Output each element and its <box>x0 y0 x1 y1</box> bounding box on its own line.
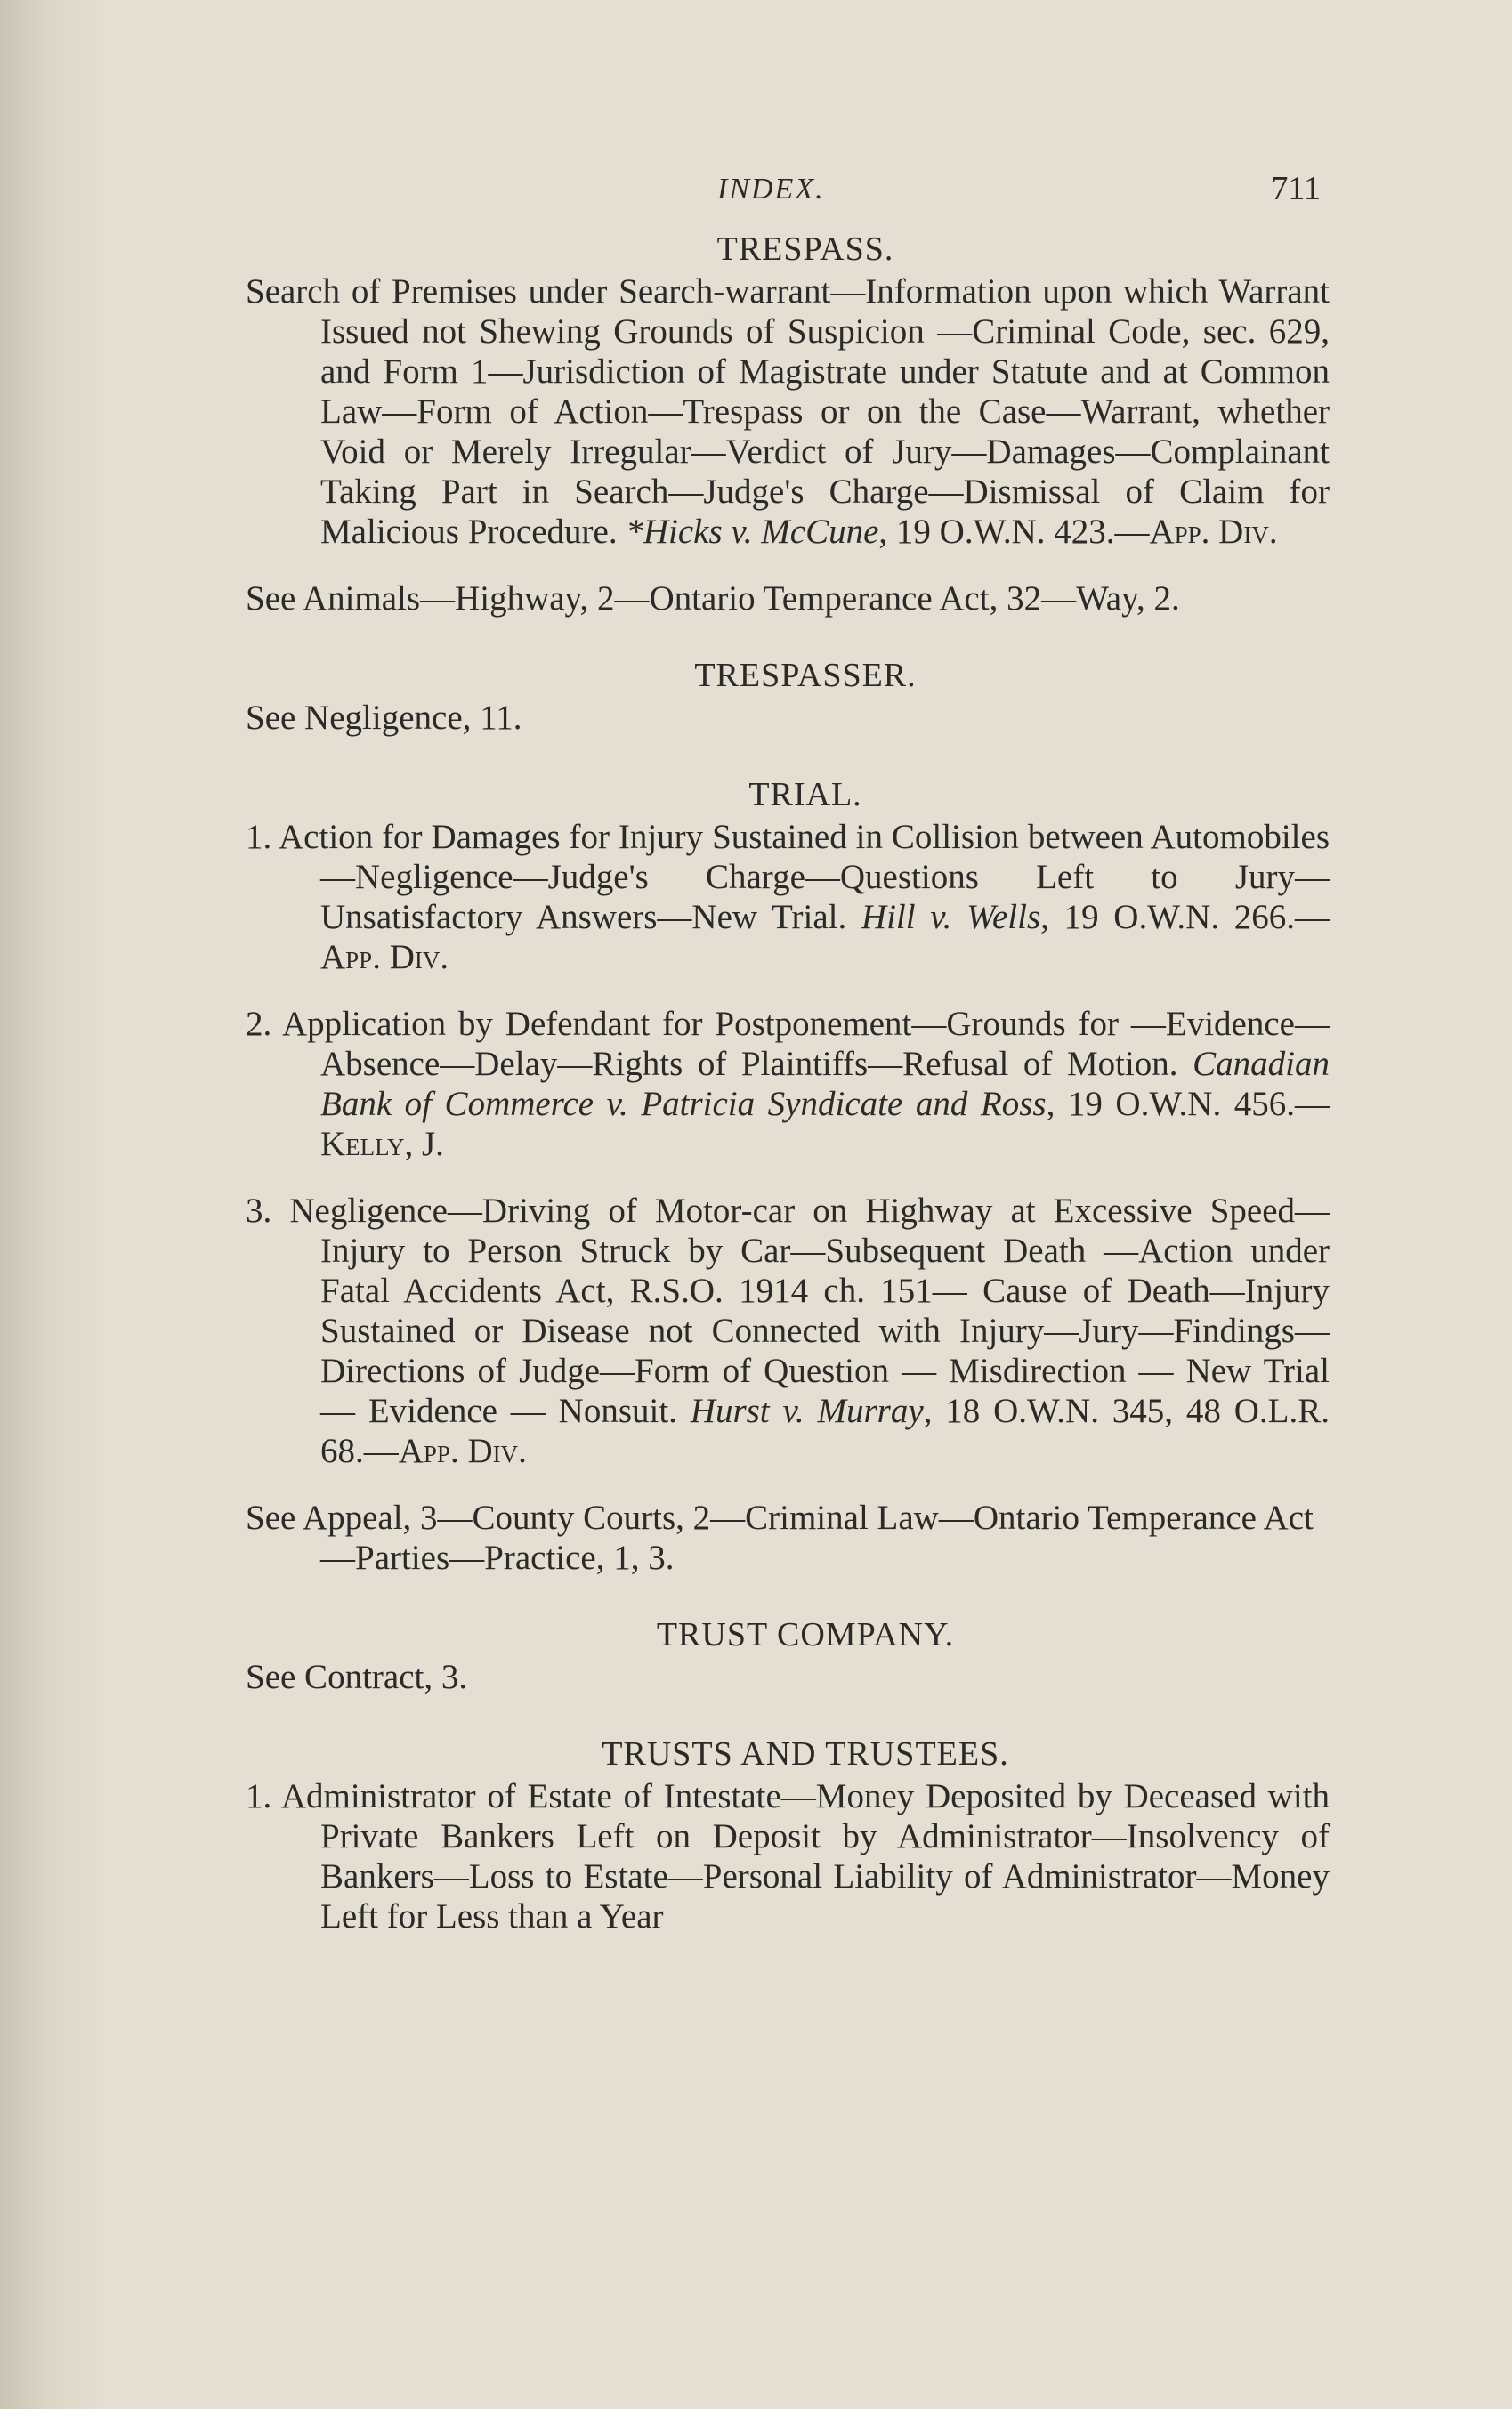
section-heading-trial: TRIAL. <box>748 776 862 813</box>
court: App. Div. <box>1149 513 1278 551</box>
index-entry <box>246 1191 1330 1471</box>
entry-number: 1. <box>246 1777 272 1815</box>
running-head <box>246 160 1330 214</box>
entry-number: 2. <box>246 1005 272 1043</box>
entry-number: 3. <box>246 1192 272 1230</box>
running-title: INDEX. <box>717 173 825 206</box>
section-heading-trusts-and-trustees: TRUSTS AND TRUSTEES. <box>602 1735 1009 1773</box>
index-entry <box>246 1776 1330 1936</box>
entry-text: Application by Defendant for Postponement—Grounds for —Evidence—Absence—Delay—Rights of Plaintiffs—Refusal of Motion. <box>281 1005 1330 1083</box>
case-name: Hurst v. Murray <box>690 1392 924 1430</box>
citation: , 19 O.W.N. 423.— <box>878 513 1150 551</box>
page-edge-shadow <box>0 0 107 2409</box>
page-number: 711 <box>1271 170 1321 207</box>
see-also: See Animals—Highway, 2—Ontario Temperance Act, 32—Way, 2. <box>246 579 1180 618</box>
entry-text: Negligence—Driving of Motor-car on Highway at Excessive Speed—Injury to Person Struck by Car—Subsequent Death —Action under Fatal Accidents Act, R.S.O. 1914 ch. 151— Cause of Death—Injury Sustained or Disease not Connected with Injury—Jury—Findings—Directions of Judge—Form of Question — Misdirection — New Trial — Evidence — Nonsuit. <box>289 1192 1330 1430</box>
section-heading-trust-company: TRUST COMPANY. <box>656 1616 955 1653</box>
citation: , 18 O.W.N. 345, 48 O.L.R. 68.— <box>320 1392 1330 1470</box>
case-name: Hill v. Wells <box>861 898 1041 936</box>
citation: , 19 O.W.N. 266.— <box>1040 898 1330 936</box>
case-name: Canadian Bank of Commerce v. Patricia Syndicate and Ross <box>320 1045 1330 1123</box>
citation: , 19 O.W.N. 456.— <box>1046 1085 1330 1123</box>
index-entry <box>246 1004 1330 1164</box>
court: Kelly, J. <box>320 1125 444 1163</box>
entry-text: Administrator of Estate of Intestate—Money Deposited by Deceased with Private Bankers Left on Deposit by Administrator—Insolvency of Bankers—Loss to Estate—Personal Liability of Administrator—Money Left for Less than a Year <box>280 1777 1330 1936</box>
see-also: See Negligence, 11. <box>246 699 522 737</box>
court: App. Div. <box>320 938 449 976</box>
index-entry <box>246 817 1330 977</box>
index-page <box>246 160 1330 1936</box>
index-entry <box>246 271 1330 552</box>
see-also: See Contract, 3. <box>246 1658 468 1696</box>
court: App. Div. <box>398 1432 527 1470</box>
entry-text: Action for Damages for Injury Sustained in Collision between Automobiles—Negligence—Judge's Charge—Questions Left to Jury—Unsatisfactory Answers—New Trial. <box>279 818 1330 936</box>
entry-text: Search of Premises under Search-warrant—Information upon which Warrant Issued not Shewing Grounds of Suspicion —Criminal Code, sec. 629, and Form 1—Jurisdiction of Magistrate under Statute and at Common Law—Form of Action—Trespass or on the Case—Warrant, whether Void or Merely Irregular—Verdict of Jury—Damages—Complainant Taking Part in Search—Judge's Charge—Dismissal of Claim for Malicious Procedure. <box>246 272 1330 551</box>
see-also: See Appeal, 3—County Courts, 2—Criminal Law—Ontario Temperance Act—Parties—Practice, 1, 3. <box>246 1499 1314 1577</box>
section-heading-trespass: TRESPASS. <box>716 230 894 268</box>
entry-number: 1. <box>246 818 272 856</box>
section-heading-trespasser: TRESPASSER. <box>694 657 917 694</box>
case-name: *Hicks v. McCune <box>626 513 879 551</box>
